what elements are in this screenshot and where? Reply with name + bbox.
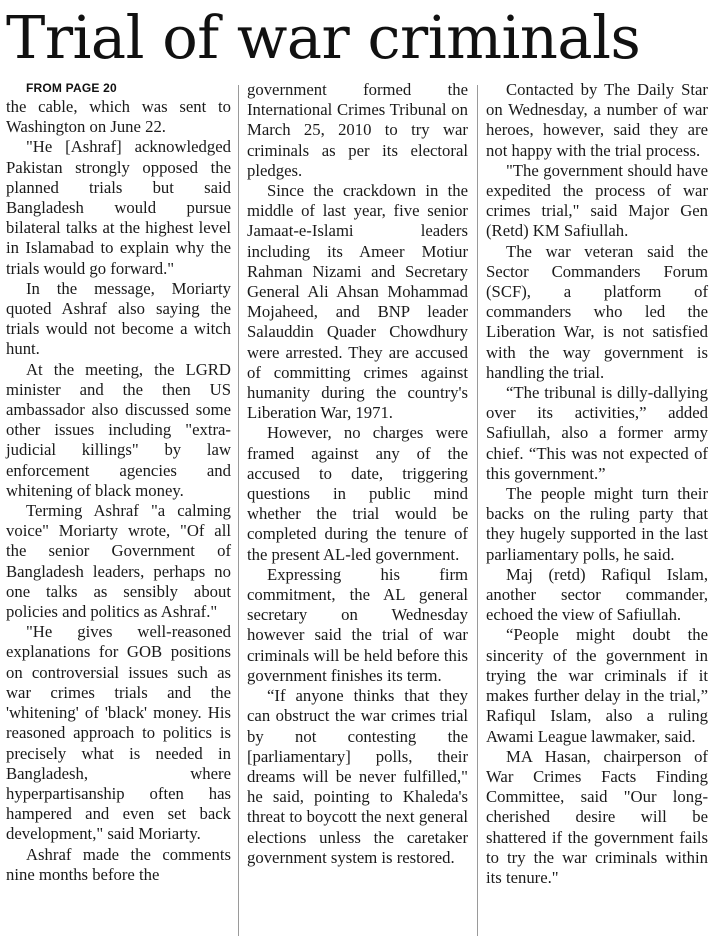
paragraph: “If anyone thinks that they can obstruct the war crimes trial by not contesting the [parliamentary] polls, their dreams will be never fulfilled," he said, pointing to Khaleda's threat to boycott the next general elections unless the caretaker government system is restored. <box>247 686 468 867</box>
column-divider <box>238 85 239 936</box>
paragraph: Contacted by The Daily Star on Wednesday, a number of war heroes, however, said they are not happy with the trial process. <box>486 80 708 160</box>
paragraph: In the message, Moriarty quoted Ashraf also saying the trials would not become a witch hunt. <box>6 278 231 359</box>
paragraph: "He [Ashraf] acknowledged Pakistan strongly opposed the planned trials but said Bangladesh would pursue bilateral talks at the highest level in Islamabad to explain why the trials would go forward." <box>6 137 231 278</box>
paragraph: Since the crackdown in the middle of last year, five senior Jamaat-e-Islami leaders including its Ameer Motiur Rahman Nizami and Secretary General Ali Ahsan Mohammad Mojaheed, and BNP leader Salauddin Quader Chowdhury were arrested. They are accused of committing crimes against humanity during the country's Liberation War, 1971. <box>247 181 468 423</box>
paragraph: However, no charges were framed against any of the accused to date, triggering questions in public mind whether the trial would be completed during the tenure of the present AL-led government. <box>247 423 468 564</box>
paragraph: Expressing his firm commitment, the AL general secretary on Wednesday however said the trial of war criminals will be held before this government finishes its term. <box>247 564 468 685</box>
column-divider <box>477 85 478 936</box>
paragraph: The war veteran said the Sector Commanders Forum (SCF), a platform of commanders who led the Liberation War, is not satisfied with the way government is handling the trial. <box>486 241 708 382</box>
paragraph: "The government should have expedited the process of war crimes trial," said Major Gen (Retd) KM Safiullah. <box>486 160 708 241</box>
paragraph: government formed the International Crimes Tribunal on March 25, 2010 to try war criminals as per its electoral pledges. <box>247 80 468 180</box>
continuation-kicker: FROM PAGE 20 <box>26 81 117 95</box>
paragraph: At the meeting, the LGRD minister and the then US ambassador also discussed some other issues including "extra-judicial killings" by law enforcement agencies and whitening of black money. <box>6 359 231 500</box>
paragraph: Maj (retd) Rafiqul Islam, another sector commander, echoed the view of Safiullah. <box>486 564 708 625</box>
paragraph: “People might doubt the sincerity of the government in trying the war criminals if it makes further delay in the trial,” Rafiqul Islam, also a ruling Awami League lawmaker, said. <box>486 625 708 746</box>
article-column-2 <box>247 80 468 868</box>
paragraph: The people might turn their backs on the ruling party that they hugely supported in the last parliamentary polls, he said. <box>486 484 708 564</box>
article-column-3 <box>486 80 708 888</box>
headline: Trial of war criminals <box>6 3 641 72</box>
paragraph: "He gives well-reasoned explanations for GOB positions on controversial issues such as war crimes trials and the 'whitening' of 'black' money. His reasoned approach to politics is precisely what is needed in Bangladesh, where hyperpartisanship often has hampered and even set back development," said Moriarty. <box>6 622 231 844</box>
paragraph: Terming Ashraf "a calming voice" Moriarty wrote, "Of all the senior Government of Bangladesh leaders, perhaps no one talks as sensibly about policies and politics as Ashraf." <box>6 501 231 622</box>
paragraph: the cable, which was sent to Washington on June 22. <box>6 97 231 137</box>
paragraph: Ashraf made the comments nine months before the <box>6 844 231 884</box>
article-column-1 <box>6 80 231 885</box>
paragraph: “The tribunal is dilly-dallying over its activities,” added Safiullah, also a former army chief. “This was not expected of this government.” <box>486 383 708 483</box>
paragraph: MA Hasan, chairperson of War Crimes Facts Finding Committee, said "Our long-cherished desire will be shattered if the government fails to try the war criminals within its tenure." <box>486 746 708 887</box>
